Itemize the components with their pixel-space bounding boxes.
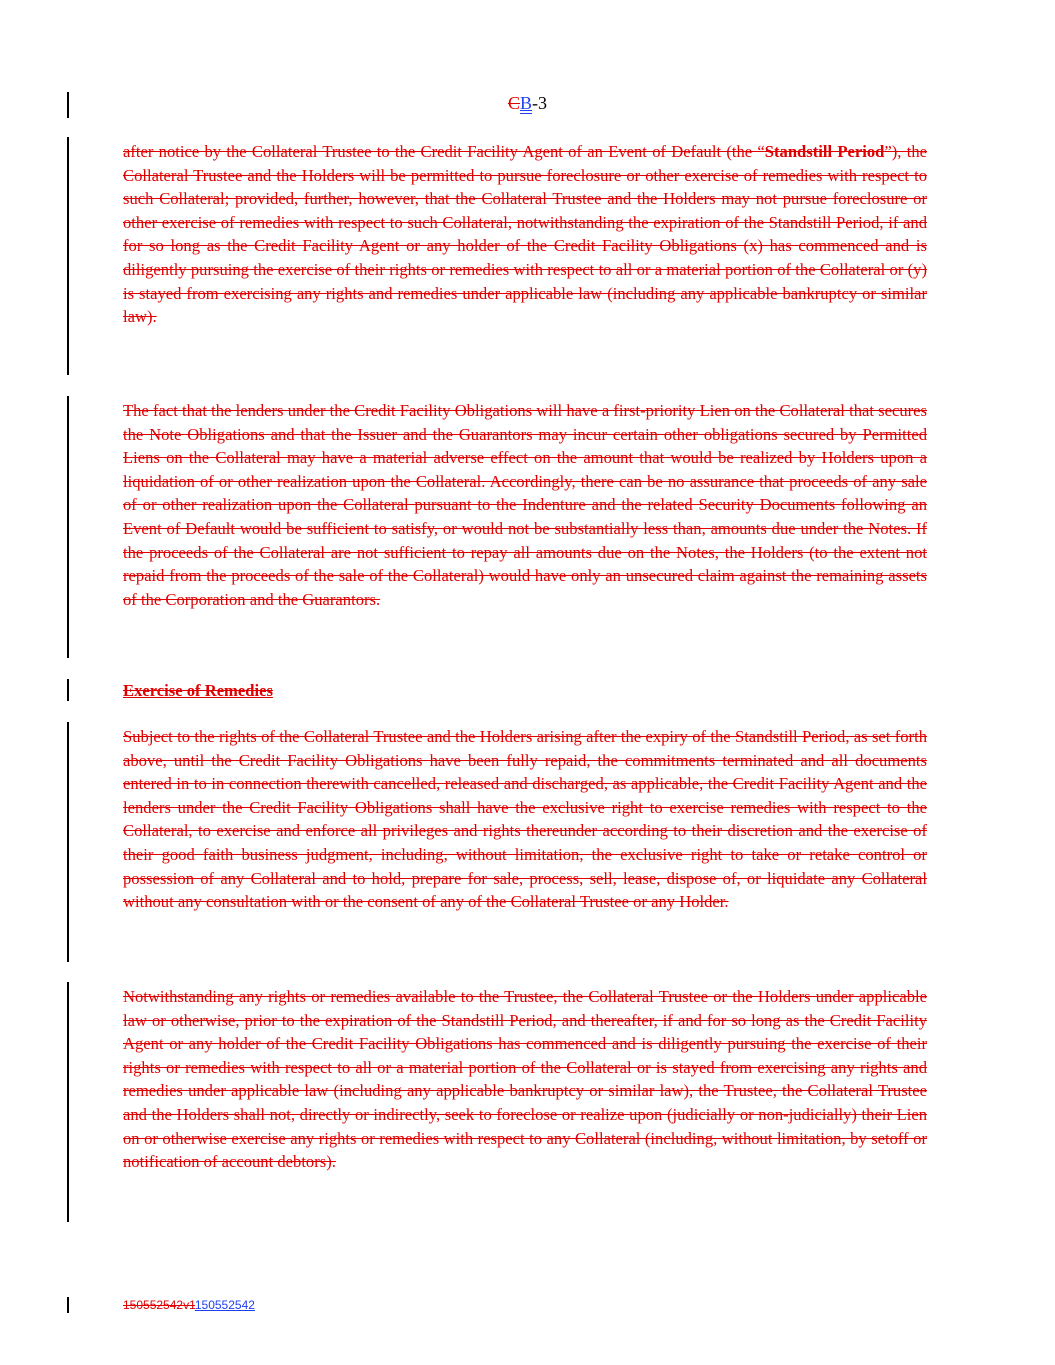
change-bar-heading	[67, 679, 69, 701]
paragraph-notwithstanding: Notwithstanding any rights or remedies available to the Trustee, the Collateral Trustee or the Holders under applicable law or otherwise, prior to the expiration of the Standstill Period, and thereafter, if and for so long as the Credit Facility Agent or any holder of the Credit Facility Obligations has commenced and is diligently pursuing the exercise of their rights or remedies with respect to all or a material portion of the Collateral or is stayed from exercising any rights and remedies under applicable law (including any applicable bankruptcy or similar law), the Trustee, the Collateral Trustee and the Holders shall not, directly or indirectly, seek to foreclose or realize upon (judicially or non-judicially) their Lien on or otherwise exercise any rights or remedies with respect to any Collateral (including, without limitation, by setoff or notification of account debtors).	[123, 987, 927, 1172]
change-bar-paragraph-4	[67, 982, 69, 1222]
paragraph-exclusive-right: Subject to the rights of the Collateral Trustee and the Holders arising after the expiry of the Standstill Period, as set forth above, until the Credit Facility Obligations have been fully repaid, the commitments terminated and all documents entered in to in connection therewith cancelled, released and discharged, as applicable, the Credit Facility Agent and the lenders under the Credit Facility Obligations shall have the exclusive right to exercise remedies with respect to the Collateral, to exercise and enforce all privileges and rights thereunder according to their discretion and the exercise of their good faith business judgment, including, without limitation, the exclusive right to take or retake control or possession of any Collateral and to hold, prepare for sale, process, sell, lease, dispose of, or liquidate any Collateral without any consultation with or the consent of any of the Collateral Trustee or any Holder.	[123, 727, 927, 912]
paragraph-standstill-text-b: ”), the Collateral Trustee and the Holders will be permitted to pursue foreclosure or other exercise of remedies with respect to such Collateral; provided, further, however, that the Collateral Trustee and the Holders may not pursue foreclosure or other exercise of remedies with respect to such Collateral, notwithstanding the expiration of the Standstill Period, if and for so long as the Credit Facility Agent or any holder of the Credit Facility Obligations (x) has commenced and is diligently pursuing the exercise of their rights or remedies with respect to all or a material portion of the Collateral or (y) is stayed from exercising any rights and remedies under applicable law (including any applicable bankruptcy or similar law).	[123, 142, 927, 327]
change-bar-paragraph-1	[67, 137, 69, 375]
paragraph-first-priority-lien: The fact that the lenders under the Credit Facility Obligations will have a first-priority Lien on the Collateral that secures the Note Obligations and that the Issuer and the Guarantors may incur certain other obligations secured by Permitted Liens on the Collateral may have a material adverse effect on the amount that would be realized by Holders upon a liquidation of or other realization upon the Collateral. Accordingly, there can be no assurance that proceeds of any sale of or other realization upon the Collateral pursuant to the Indenture and the related Security Documents following an Event of Default would be sufficient to satisfy, or would not be substantially less than, amounts due under the Notes. If the proceeds of the Collateral are not sufficient to repay all amounts due on the Notes, the Holders (to the extent not repaid from the proceeds of the sale of the Collateral) would have only an unsecured claim against the remaining assets of the Corporation and the Guarantors.	[123, 401, 927, 609]
header-inserted-text: B	[520, 93, 533, 113]
document-id-footer	[123, 1297, 255, 1313]
page-number	[0, 92, 1055, 114]
footer-deleted-id: 150552542v1	[123, 1298, 195, 1312]
section-heading-exercise-of-remedies: Exercise of Remedies	[123, 681, 273, 700]
standstill-period-term: Standstill Period	[764, 142, 885, 161]
change-bar-paragraph-3	[67, 722, 69, 962]
header-page-suffix: -3	[532, 93, 548, 113]
change-bar-footer	[67, 1297, 69, 1313]
paragraph-standstill-text-a: after notice by the Collateral Trustee to the Credit Facility Agent of an Event of Default (the “	[123, 142, 765, 161]
change-bar-paragraph-2	[67, 396, 69, 658]
footer-inserted-id: 150552542	[194, 1298, 255, 1312]
header-deleted-text: C	[507, 93, 520, 113]
paragraph-standstill	[123, 140, 927, 329]
